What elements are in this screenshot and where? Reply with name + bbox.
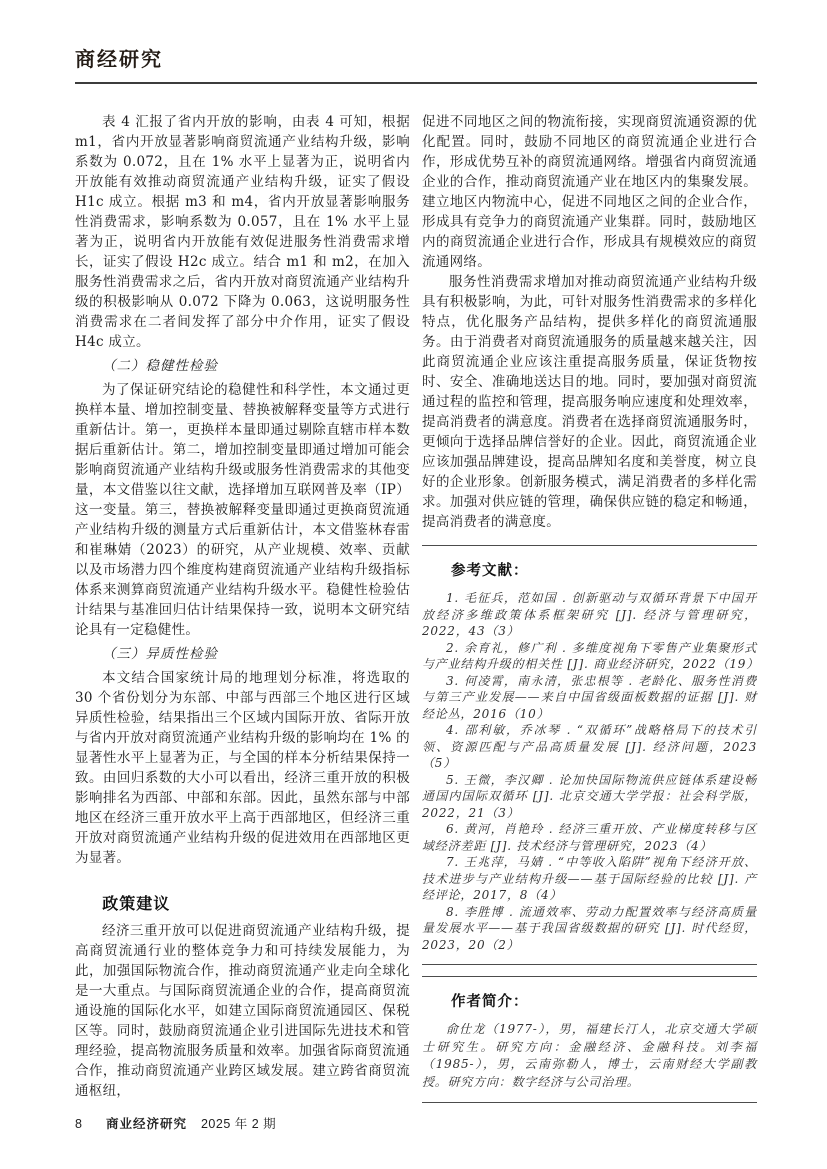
reference-item: 5. 王微，李汉卿 . 论加快国际物流供应链体系建设畅通国内国际双循环 [J]. 北京交通大学学报：社会科学版，2022，21（3） (422, 772, 757, 820)
reference-item: 8. 李胜博 . 流通效率、劳动力配置效率与经济高质量量发展水平——基于我国省级数据的研究 [J]. 时代经贸，2023，20（2） (422, 904, 757, 952)
reference-item: 7. 王兆萍，马婧 . “中等收入陷阱”视角下经济开放、技术进步与产业结构升级——基于国际经验的比较 [J]. 产经评论，2017，8（4） (422, 855, 757, 902)
paragraph-table4-results: 表 4 汇报了省内开放的影响，由表 4 可知，根据 m1，省内开放显著影响商贸流通产业结构升级，影响系数为 0.072，且在 1% 水平上显著为正，说明省内开放能有效推动商贸流通产业结构升级，证实了假设 H1c 成立。根据 m3 和 m4，省内开放显著影响服务性消费需求，影响系数为 0.057，且在 1% 水平上显著为正，说明省内开放能有效促进服务性消费需求增长，证实了假设 H2c 成立。结合 m1 和 m2，在加入服务性消费需求之后，省内开放对商贸流通产业结构升级的积极影响从 0.072 下降为 0.063，这说明服务性消费需求在二者间发挥了部分中介作用，证实了假设 H4c 成立。 (75, 114, 410, 350)
author-bio-text: 俞仕龙（1977-），男，福建长汀人，北京交通大学硕士研究生。研究方向：金融经济、金融科技。刘李福（1985-），男，云南弥勒人，博士，云南财经大学副教授。研究方向：数字经济与公司治理。 (422, 1022, 757, 1089)
reference-item: 3. 何凌霄，南永清，张忠根等 . 老龄化、服务性消费与第三产业发展——来自中国省级面板数据的证据 [J]. 财经论丛，2016（10） (422, 673, 757, 721)
author-section-divider-upper (422, 964, 757, 965)
left-column (75, 112, 410, 1103)
reference-item: 4. 邵利敏，乔冰琴 . “双循环”战略格局下的技术引领、资源匹配与产品高质量发展 [J]. 经济问题，2023（5） (422, 723, 757, 770)
paragraph-robustness-test: 为了保证研究结论的稳健性和科学性，本文通过更换样本量、增加控制变量、替换被解释变量等方式进行重新估计。第一，更换样本量即通过剔除直辖市样本数据后重新估计。第二，增加控制变量即通过增加可能会影响商贸流通产业结构升级或服务性消费需求的其他变量，本文借鉴以往文献，选择增加互联网普及率（IP）这一变量。第三，替换被解释变量即通过更换商贸流通产业结构升级的测量方式后重新估计，本文借鉴林春雷和崔琳婧（2023）的研究，从产业规模、效率、贡献以及市场潜力四个维度构建商贸流通产业结构升级指标体系来测算商贸流通产业结构升级水平。稳健性检验估计结果与基准回归估计结果保持一致，说明本文研究结论具有一定稳健性。 (75, 382, 410, 638)
author-bio-heading: 作者简介： (451, 994, 529, 1010)
paragraph-policy-continuation: 促进不同地区之间的物流衔接，实现商贸流通资源的优化配置。同时，鼓励不同地区的商贸流通企业进行合作，形成优势互补的商贸流通网络。增强省内商贸流通企业的合作，推动商贸流通产业在地区内的集聚发展。建立地区内物流中心，促进不同地区之间的企业合作，形成具有竞争力的商贸流通产业集群。同时，鼓励地区内的商贸流通企业进行合作，形成具有规模效应的商贸流通网络。 (422, 114, 757, 270)
paragraph-policy-recommendations: 经济三重开放可以促进商贸流通产业结构升级，提高商贸流通行业的整体竞争力和可持续发展能力，为此，加强国际物流合作，推动商贸流通产业走向全球化是一大重点。与国际商贸流通企业的合作，提高商贸流通设施的国际化水平，如建立国际商贸流通园区、保税区等。同时，鼓励商贸流通企业引进国际先进技术和管理经验，提高物流服务质量和效率。加强省际商贸流通合作，推动商贸流通产业跨区域发展。建立跨省商贸流通枢纽， (75, 923, 410, 1099)
reference-item: 6. 黄河，肖艳玲 . 经济三重开放、产业梯度转移与区域经济差距 [J]. 技术经济与管理研究，2023（4） (422, 822, 757, 853)
header-divider (75, 82, 757, 84)
references-top-divider (422, 545, 757, 546)
references-heading: 参考文献： (451, 563, 529, 579)
journal-issue: 2025 年 2 期 (200, 1117, 277, 1131)
two-column-body (75, 112, 760, 1103)
paragraph-heterogeneity-test: 本文结合国家统计局的地理划分标准，将选取的 30 个省份划分为东部、中部与西部三个地区进行区域异质性检验，结果指出三个区域内国际开放、省际开放与省内开放对商贸流通产业结构升级的影响均在 1% 的显著性水平上显著为正，与全国的样本分析结果保持一致。由回归系数的大小可以看出，经济三重开放的积极影响排名为西部、中部和东部。因此，虽然东部与中部地区在经济三重开放水平上高于西部地区，但经济三重开放对商贸流通产业结构升级的促进效用在西部地区更为显著。 (75, 670, 410, 866)
section-title: 商经研究 (75, 49, 163, 71)
subheading-heterogeneity-test: （三）异质性检验 (102, 646, 218, 662)
page-number: 8 (75, 1117, 82, 1131)
references-list (422, 590, 760, 953)
journal-name: 商业经济研究 (105, 1117, 187, 1131)
author-section-divider-lower (422, 976, 757, 977)
heading-policy-recommendations: 政策建议 (102, 896, 171, 913)
reference-item: 2. 余育礼，修广利 . 多维度视角下零售产业集聚形式与产业结构升级的相关性 [J]. 商业经济研究，2022（19） (422, 640, 760, 671)
paragraph-service-consumption: 服务性消费需求增加对推动商贸流通产业结构升级具有积极影响，为此，可针对服务性消费需求的多样化特点，优化服务产品结构，提供多样化的商贸流通服务。由于消费者对商贸流通服务的质量越来越关注，因此商贸流通企业应该注重提高服务质量，保证货物按时、安全、准确地送达目的地。同时，要加强对商贸流通过程的监控和管理，提高服务响应速度和处理效率，提高消费者的满意度。消费者在选择商贸流通服务时，更倾向于选择品牌信誉好的企业。因此，商贸流通企业应该加强品牌建设，提高品牌知名度和美誉度，树立良好的企业形象。创新服务模式，满足消费者的多样化需求。加强对供应链的管理，确保供应链的稳定和畅通，提高消费者的满意度。 (422, 274, 757, 530)
page-header (75, 50, 757, 84)
reference-item: 1. 毛征兵，范如国 . 创新驱动与双循环背景下中国开放经济多维政策体系框架研究 [J]. 经济与管理研究，2022，43（3） (422, 591, 757, 638)
subheading-robustness-test: （二）稳健性检验 (102, 358, 218, 374)
author-section-bottom-divider (422, 1102, 757, 1103)
page-footer (75, 1114, 276, 1132)
right-column (422, 112, 760, 1103)
